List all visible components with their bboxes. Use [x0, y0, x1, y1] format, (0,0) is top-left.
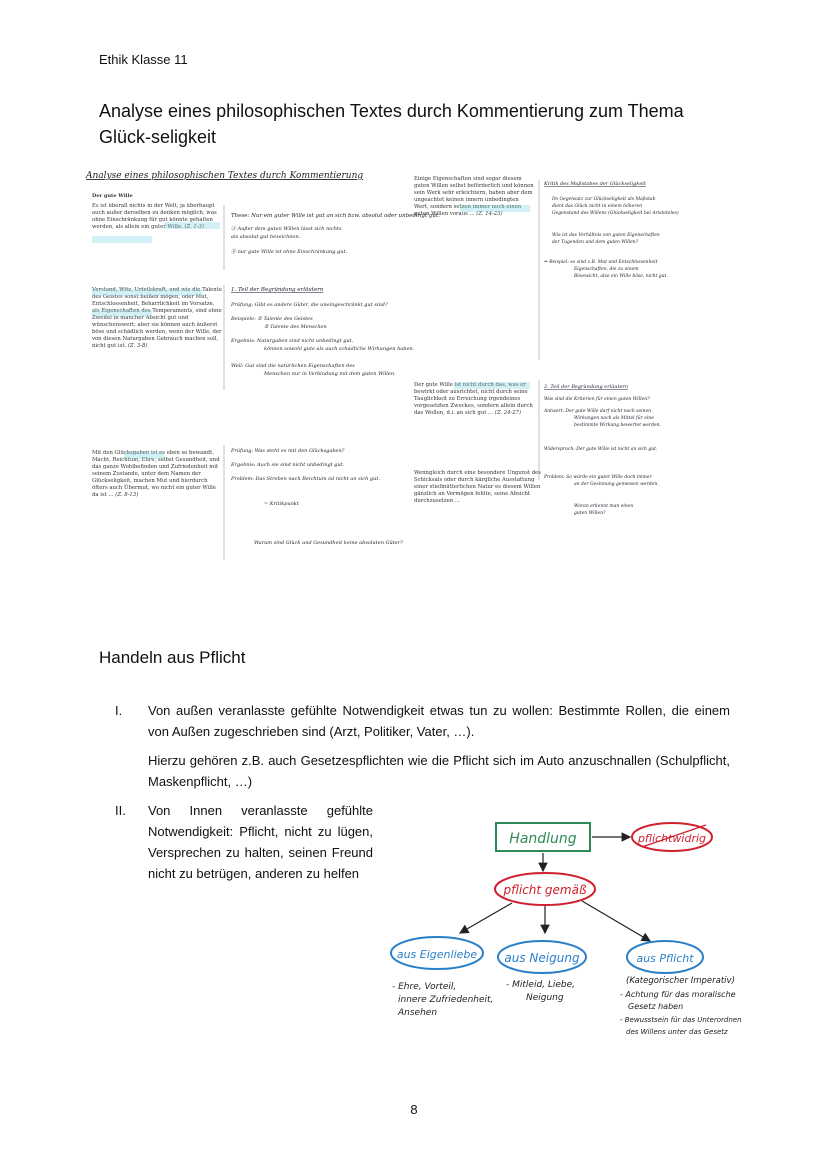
scan-block-5: Der gute Wille ist nicht durch das, was er bewirkt oder ausrichtet, nicht durch seine Tauglichkeit zu Erreichung irgendeines vorgesetzten Zweckes, sondern allein durch das Wollen, d.i. an sich gut ... — [414, 382, 533, 416]
section-heading: Handeln aus Pflicht — [99, 648, 246, 667]
scan-block-6: Wenngleich durch eine besondere Ungunst des Schicksals oder durch kärgliche Ausstattung einer stiefmütterlichen Natur es diesem Willen gänzlich an Vermögen fehlte, seine Absicht durchzusetzen ... — [414, 470, 541, 504]
svg-text:Was sind die Kriterien für ein: Was sind die Kriterien für einen guten Willen? — [544, 397, 650, 402]
list-item-1: Von außen veranlasste gefühlte Notwendigkeit etwas tun zu wollen: Bestimmte Rollen, die einem von Außen zugeschrieben sind (Arzt, Politiker, Vater, …). — [148, 703, 730, 739]
pflichtgemaess-label: pflicht gemäß — [503, 883, 587, 897]
svg-text:Woran erkennt man einen: Woran erkennt man einen — [574, 504, 634, 509]
scan-block-2: Verstand, Witz, Urteilskraft, und wie die Talente des Geistes sonst heißen mögen, oder Mut, Entschlossenheit, Beharrlichkeit im Vorsatze, als Eigenschaften des Temperaments, sind ohne Zweifel in mancher Absicht gut und wünschenswert; aber sie können auch äußerst böse und schädlich werden, wenn der Wille, der von diesen Naturgaben Gebrauch machen soll, nicht gut ist. — [92, 287, 222, 349]
course-header: Ethik Klasse 11 — [99, 52, 188, 67]
page-title: Analyse eines philosophischen Textes durch Kommentierung zum Thema Glück-seligkeit — [99, 101, 684, 147]
svg-text:bestimmte Wirkung bewertet wer: bestimmte Wirkung bewertet werden. — [574, 423, 661, 428]
svg-text:Gegenstand des Willens (Glücks: Gegenstand des Willens (Glückseligkeit bei Aristoteles) — [552, 211, 679, 216]
scan-block-3: Mit den Glücksgaben ist es eben so bewandt. Macht, Reichtum, Ehre, selbst Gesundheit, und das ganze Wohlbefinden und Zufriedenheit mit seinem Zustande, unter dem Namen der Glückseligkeit, machen Mut und hierdurch öfters auch Übermut, wo nicht ein guter Wille da ist ... — [92, 450, 220, 498]
pflicht-note-4: - Bewusstsein für das Unterordnen — [620, 1016, 742, 1024]
scan-ref-1: (Z. 1-3) — [184, 224, 204, 230]
svg-text:Widerspruch: Der gute Wille is: Widerspruch: Der gute Wille ist nicht an sich gut. — [544, 447, 658, 452]
pflicht-note-5: des Willens unter das Gesetz — [626, 1028, 728, 1036]
svg-text:Prüfung: Gibt es andere Güter,: Prüfung: Gibt es andere Güter, die uneingeschränkt gut sind? — [231, 302, 388, 308]
svg-text:= Kritikpunkt: = Kritikpunkt — [264, 501, 299, 507]
svg-text:Antwort: Der gute Wille darf n: Antwort: Der gute Wille darf nicht nach seinen — [544, 409, 652, 414]
svg-text:Weil: Gut sind die natürlichen: Weil: Gut sind die natürlichen Eigenschaften des — [231, 363, 355, 369]
note-part1: 1. Teil der Begründung erläutern — [231, 287, 324, 293]
auspflicht-label: aus Pflicht — [636, 952, 694, 965]
svg-text:Problem: So würde ein guter Wi: Problem: So würde ein guter Wille doch immer — [544, 475, 652, 480]
eigenliebe-note-1: - Ehre, Vorteil, — [392, 982, 457, 992]
neigung-note-2: Neigung — [526, 993, 564, 1003]
list-number-2: II. — [115, 803, 126, 818]
eigenliebe-label: aus Eigenliebe — [396, 948, 478, 961]
eigenliebe-note-3: Ansehen — [398, 1008, 438, 1018]
svg-text:Ⓑ nur gute Wille ist ohne Eins: Ⓑ nur gute Wille ist ohne Einschränkung gut. — [231, 249, 348, 255]
svg-text:dient das Glück nicht in einem: dient das Glück nicht in einem höheren — [552, 204, 643, 209]
scan-ref-3: (Z. 8-13) — [115, 492, 139, 498]
pflicht-note-3: Gesetz haben — [628, 1002, 684, 1011]
pflicht-diagram — [380, 815, 780, 1045]
page-number: 8 — [410, 1102, 418, 1117]
svg-text:als absolut gut bezeichnen.: als absolut gut bezeichnen. — [231, 234, 301, 240]
pflicht-note-2: - Achtung für das moralische — [620, 990, 736, 999]
svg-text:an der Gesinnung gemessen werd: an der Gesinnung gemessen werden. — [574, 482, 659, 487]
eigenliebe-note-2: innere Zufriedenheit, — [398, 995, 494, 1005]
scan-block-1: Es ist überall nichts in der Welt, ja überhaupt auch außer derselben zu denken möglich, was ohne Einschränkung für gut könnte gehalten werden, als allein ein guter Wille. — [92, 203, 217, 230]
scan-ref-5: (Z. 24-27) — [494, 410, 522, 416]
svg-text:Ergebnis: Auch sie sind nicht: Ergebnis: Auch sie sind nicht unbedingt gut. — [231, 462, 345, 468]
neigung-note-1: - Mitleid, Liebe, — [506, 980, 576, 990]
scan-heading: Analyse eines philosophischen Textes durch Kommentierung — [86, 171, 364, 181]
svg-text:der Tugenden und dem guten Wil: der Tugenden und dem guten Willen? — [552, 240, 639, 245]
list-item-1-detail: Hierzu gehören z.B. auch Gesetzespflichten wie die Pflicht sich im Auto anzuschnallen (Schulpflicht, Maskenpflicht, …) — [148, 753, 730, 789]
svg-text:Menschen nur in Verbindung mit: Menschen nur in Verbindung mit dem guten Willen. — [264, 371, 396, 377]
scanned-text-annotation — [84, 160, 736, 580]
scan-ref-2: (Z. 3-8) — [127, 343, 148, 349]
list-number-1: I. — [115, 703, 123, 718]
svg-text:Eigenschaften, die zu einem: Eigenschaften, die zu einem — [574, 267, 639, 272]
svg-text:Wie ist das Verhältnis von gut: Wie ist das Verhältnis von guten Eigenschaften — [552, 233, 660, 238]
svg-text:② Talente des Menschen: ② Talente des Menschen — [264, 324, 327, 330]
pflichtwidrig-label: pflichtwidrig — [637, 832, 707, 845]
note-part2: 2. Teil der Begründung erläutern — [544, 384, 629, 390]
handlung-label: Handlung — [509, 831, 577, 847]
svg-text:⇒ Beispiel: so sind z.B. Mut u: ⇒ Beispiel: so sind z.B. Mut und Entschlossenheit — [544, 260, 658, 265]
svg-text:Beispiele: ① Talente des Geist: Beispiele: ① Talente des Geistes — [231, 316, 313, 322]
svg-text:Bösewicht, also ein Wille böse: Bösewicht, also ein Wille böse, nicht gut. — [574, 274, 668, 279]
svg-text:können sowohl gute als auch sc: können sowohl gute als auch schädliche Wirkungen haben. — [264, 346, 415, 352]
list-item-2: Von Innen veranlasste gefühlte Notwendigkeit: Pflicht, nicht zu lügen, Versprechen zu halten, seinen Freund nicht zu betrügen, anderen zu helfen — [148, 803, 373, 881]
svg-text:Im Gegensatz zur Glückseligkei: Im Gegensatz zur Glückseligkeit als Maßstab — [552, 197, 656, 202]
svg-text:Ⓐ Außer dem guten Willen lässt: Ⓐ Außer dem guten Willen lässt sich nichts — [231, 226, 342, 232]
pflicht-note-1: (Kategorischer Imperativ) — [626, 976, 735, 986]
note-thesis: These: Nur ein guter Wille ist gut an sich bzw. absolut oder unbedingt gut. — [231, 213, 440, 219]
scan-block-4: Einige Eigenschaften sind sogar diesem guten Willen selbst beförderlich und können sein Werk sehr erleichtern, haben aber dem ungeachtet keinen innern unbedingten Wert, sondern setzen immer noch einen guten Willen voraus ... — [414, 176, 534, 217]
svg-text:Ergebnis: Naturgaben sind nich: Ergebnis: Naturgaben sind nicht unbedingt gut, — [231, 338, 354, 344]
note-critique: Kritik des Maßstabes der Glückseligkeit — [544, 181, 646, 187]
svg-text:Problem: Das Streben nach Reic: Problem: Das Streben nach Reichtum ist nicht an sich gut. — [231, 476, 380, 482]
scan-ref-4: (Z. 14-23) — [476, 211, 503, 217]
svg-text:Warum sind Glück und Gesundhei: Warum sind Glück und Gesundheit keine absoluten Güter? — [254, 540, 403, 546]
svg-text:Prüfung: Was steht es mit den: Prüfung: Was steht es mit den Glücksgaben? — [231, 448, 345, 454]
svg-text:guten Willen?: guten Willen? — [574, 511, 606, 516]
neigung-label: aus Neigung — [504, 951, 580, 965]
svg-text:Wirkungen noch als Mittel für: Wirkungen noch als Mittel für eine — [574, 416, 654, 421]
scan-subheading: Der gute Wille — [92, 193, 133, 199]
